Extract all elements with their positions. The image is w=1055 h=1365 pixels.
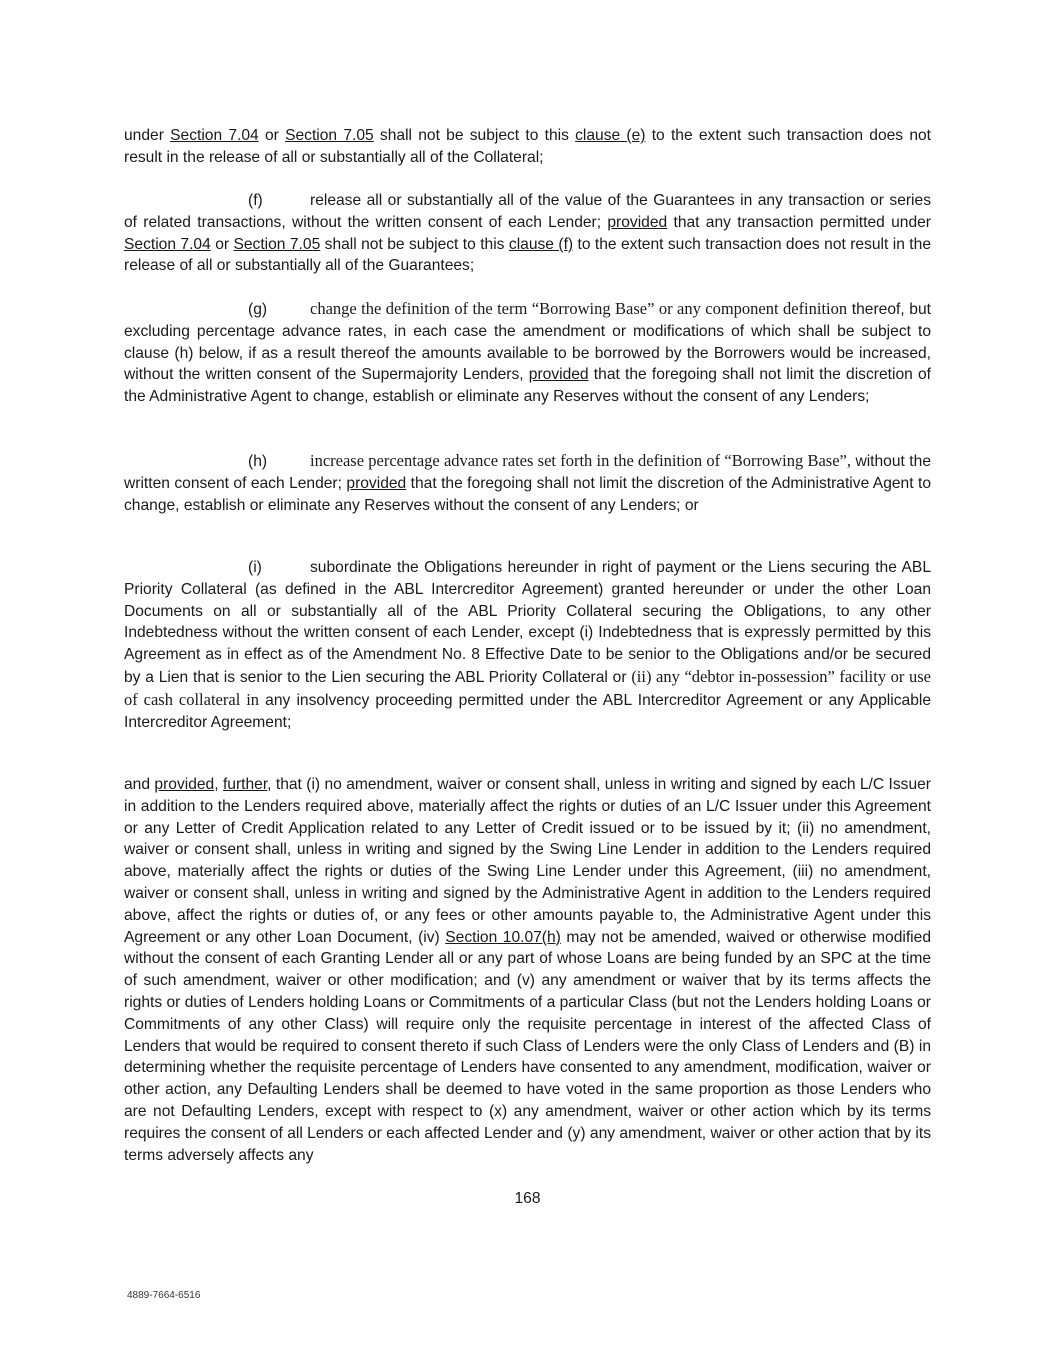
- clause-label: (f): [248, 192, 263, 209]
- text: under: [124, 127, 171, 144]
- text: that the foregoing shall not limit the discretion of the Administrative Agent to change, establish or eliminate any Reserves without the consent of any Lenders; or: [124, 474, 931, 514]
- clause-label: (h): [248, 453, 268, 470]
- text: to the extent such transaction does not result in the release of all or substantially all of the Guarantees;: [124, 235, 931, 275]
- clause-label: (i): [248, 559, 262, 576]
- section-ref: Section 7.04: [124, 235, 211, 253]
- text: any insolvency proceeding permitted under the ABL Intercreditor Agreement or any Applicable Intercreditor Agreement;: [124, 691, 931, 731]
- text: to the extent such transaction does not result in the release of all or substantially all of the Collateral;: [124, 127, 932, 166]
- text: change the definition of the term “Borrowing Base” or any component definition: [310, 299, 848, 318]
- provided-term: provided: [607, 213, 668, 231]
- section-ref: Section 7.05: [233, 235, 321, 253]
- provided-term: provided: [528, 366, 589, 384]
- text: may not be amended, waived or otherwise modified without the consent of each Granting Lender all or any part of whose Loans are being funded by an SPC at the time of such amendment, waiver or other modification; and (v) any amendment or waiver that by its terms affects the rights or duties of Lenders holding Loans or Commitments of a particular Class (but not the Lenders holding Loans or Commitments of any other Class) will require only the requisite percentage in interest of the affected Class of Lenders that would be required to consent thereto if such Class of Lenders were the only Class of Lenders and (B) in determining whether the requisite percentage of Lenders have consented to any amendment, modification, waiver or other action, any Defaulting Lenders shall be deemed to have voted in the same proportion as those Lenders who are not Defaulting Lenders, except with respect to (x) any amendment, waiver or other action which by its terms requires the consent of all Lenders or each affected Lender and (y) any amendment, waiver or other action that by its terms adversely affects any: [124, 928, 931, 1164]
- text: without the written consent of each Lender;: [124, 453, 931, 492]
- text: (ii) any “debtor in-possession” facility or use of cash collateral in: [124, 666, 931, 709]
- text: that the foregoing shall not limit the discretion of the Administrative Agent to change, establish or eliminate any Reserves without the consent of any Lenders;: [124, 366, 931, 406]
- clause-f: [124, 190, 931, 277]
- further-term: further: [222, 776, 268, 793]
- text: subordinate the Obligations hereunder in right of payment or the Liens securing the ABL Priority Collateral (as defined in the ABL Intercreditor Agreement) granted hereunder or under the other Loan Documents on all or substantially all of the ABL Priority Collateral securing the Obligations, to any other Indebtedness without the written consent of each Lender, except (i) Indebtedness that is expressly permitted by this Agreement as in effect as of the Amendment No. 8 Effective Date to be senior to the Obligations and/or be secured by a Lien that is senior to the Lien securing the ABL Priority Collateral or: [124, 559, 931, 686]
- text: increase percentage advance rates set forth in the definition of “Borrowing Base”,: [310, 451, 851, 470]
- section-ref: Section 7.05: [285, 127, 374, 144]
- text: or: [258, 127, 286, 144]
- text: shall not be subject to this: [320, 235, 509, 253]
- text: that any transaction permitted under: [667, 213, 931, 231]
- document-id: 4889-7664-6516: [127, 1290, 201, 1301]
- text: or: [210, 235, 234, 253]
- clause-h: [124, 450, 931, 516]
- text: shall not be subject to this: [373, 127, 576, 144]
- section-ref: Section 7.04: [170, 127, 259, 144]
- provided-term: provided: [154, 776, 215, 793]
- text: release all or substantially all of the value of the Guarantees in any transaction or series of related transactions, without the written consent of each Lender;: [124, 192, 931, 231]
- proviso-paragraph: [124, 774, 931, 1166]
- clause-ref: clause (e): [575, 127, 646, 144]
- paragraph-continuation: [124, 125, 931, 169]
- text: ,: [214, 776, 223, 793]
- clause-i: [124, 557, 931, 733]
- clause-ref: clause (f): [508, 235, 574, 253]
- text: and: [124, 776, 155, 793]
- section-ref: Section 10.07(h): [445, 928, 561, 946]
- provided-term: provided: [346, 474, 407, 492]
- clause-g: [124, 298, 931, 408]
- clause-label: (g): [248, 301, 268, 318]
- text: , that (i) no amendment, waiver or consent shall, unless in writing and signed by each L/C Issuer in addition to the Lenders required above, materially affect the rights or duties of an L/C Issuer under this Agreement or any Letter of Credit Application related to any Letter of Credit issued or to be issued by it; (ii) no amendment, waiver or consent shall, unless in writing and signed by the Swing Line Lender in addition to the Lenders required above, materially affect the rights or duties of the Swing Line Lender under this Agreement, (iii) no amendment, waiver or consent shall, unless in writing and signed by the Administrative Agent in addition to the Lenders required above, affect the rights or duties of, or any fees or other amounts payable to, the Administrative Agent under this Agreement or any other Loan Document, (iv): [124, 776, 931, 946]
- page-number: 168: [514, 1190, 541, 1207]
- text: thereof, but excluding percentage advance rates, in each case the amendment or modifications of which shall be subject to clause (h) below, if as a result thereof the amounts available to be borrowed by the Borrowers would be increased, without the written consent of the Supermajority Lenders,: [124, 301, 931, 384]
